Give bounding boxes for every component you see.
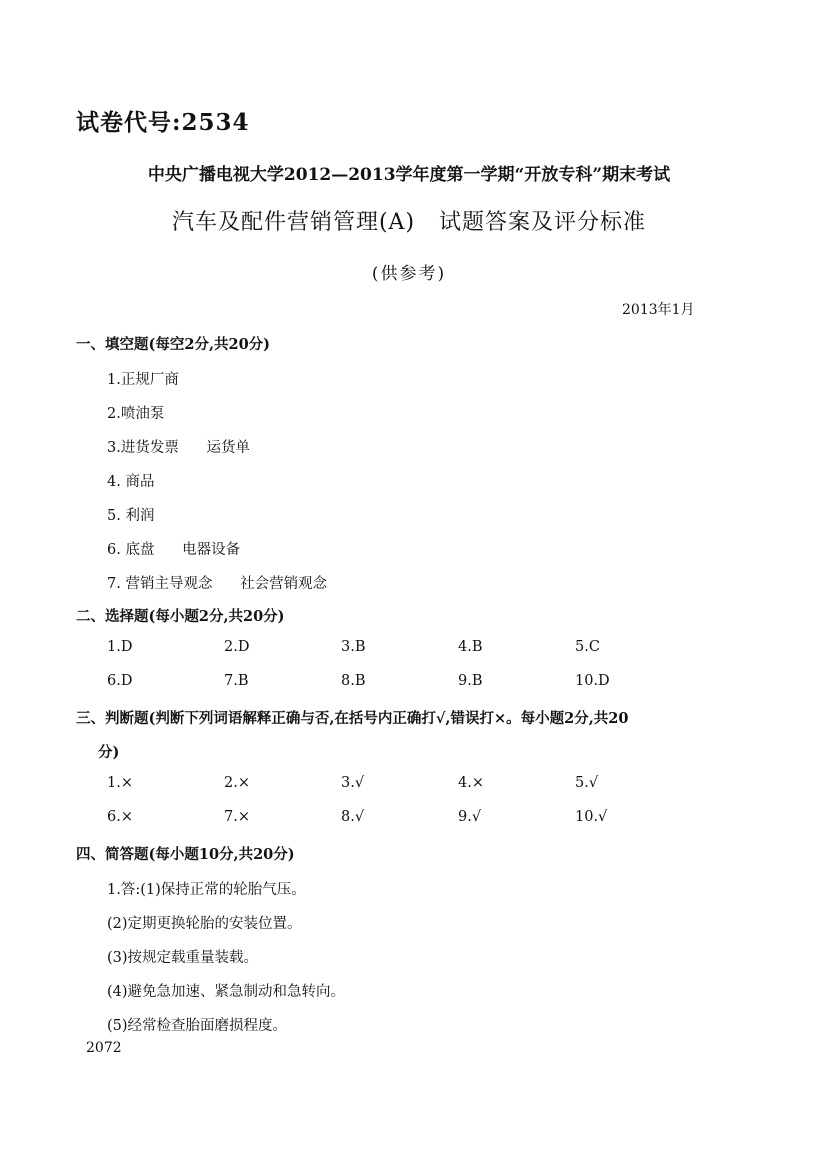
list-item: 1.答:(1)保持正常的轮胎气压。 — [107, 882, 306, 898]
answer-cell: 2.D — [224, 639, 250, 655]
page-number: 2072 — [86, 1040, 122, 1056]
reference-note: (供参考) — [371, 264, 447, 284]
answer-cell: 9.B — [458, 673, 483, 689]
answer-cell: 8.B — [341, 673, 366, 689]
list-item: 2.喷油泵 — [107, 406, 165, 422]
answer-cell: 3.B — [341, 639, 366, 655]
answer-cell: 7.B — [224, 673, 249, 689]
exam-code: 试卷代号:2534 — [76, 109, 250, 136]
section-judgement-heading: 三、判断题(判断下列词语解释正确与否,在括号内正确打√,错误打×。每小题2分,共20 — [76, 710, 629, 727]
list-item: 1.正规厂商 — [107, 372, 179, 388]
list-item: (2)定期更换轮胎的安装位置。 — [107, 916, 302, 932]
answer-cell: 10.√ — [575, 809, 608, 825]
list-item: 6. 底盘 电器设备 — [107, 542, 241, 558]
answer-cell: 4.× — [458, 775, 484, 791]
section-short-answer-heading: 四、简答题(每小题10分,共20分) — [76, 846, 295, 863]
list-item: 5. 利润 — [107, 508, 155, 524]
answer-cell: 9.√ — [458, 809, 482, 825]
answer-cell: 7.× — [224, 809, 250, 825]
answer-cell: 1.D — [107, 639, 133, 655]
answer-cell: 3.√ — [341, 775, 365, 791]
list-item: 7. 营销主导观念 社会营销观念 — [107, 576, 328, 592]
exam-date: 2013年1月 — [622, 302, 695, 318]
answer-cell: 6.D — [107, 673, 133, 689]
section-choice-heading: 二、选择题(每小题2分,共20分) — [76, 608, 285, 625]
exam-name: 中央广播电视大学2012—2013学年度第一学期“开放专科”期末考试 — [147, 165, 671, 185]
answer-cell: 1.× — [107, 775, 133, 791]
answer-cell: 8.√ — [341, 809, 365, 825]
answer-cell: 10.D — [575, 673, 610, 689]
section-fill-blank-heading: 一、填空题(每空2分,共20分) — [76, 336, 271, 353]
answer-cell: 6.× — [107, 809, 133, 825]
list-item: (5)经常检查胎面磨损程度。 — [107, 1018, 288, 1034]
page-title: 汽车及配件营销管理(A) 试题答案及评分标准 — [171, 210, 647, 235]
list-item: 4. 商品 — [107, 474, 155, 490]
section-judgement-heading-cont: 分) — [98, 744, 120, 761]
list-item: (4)避免急加速、紧急制动和急转向。 — [107, 984, 346, 1000]
answer-cell: 5.C — [575, 639, 600, 655]
answer-cell: 2.× — [224, 775, 250, 791]
answer-cell: 4.B — [458, 639, 483, 655]
list-item: (3)按规定载重量装载。 — [107, 950, 259, 966]
answer-cell: 5.√ — [575, 775, 599, 791]
list-item: 3.进货发票 运货单 — [107, 440, 250, 456]
